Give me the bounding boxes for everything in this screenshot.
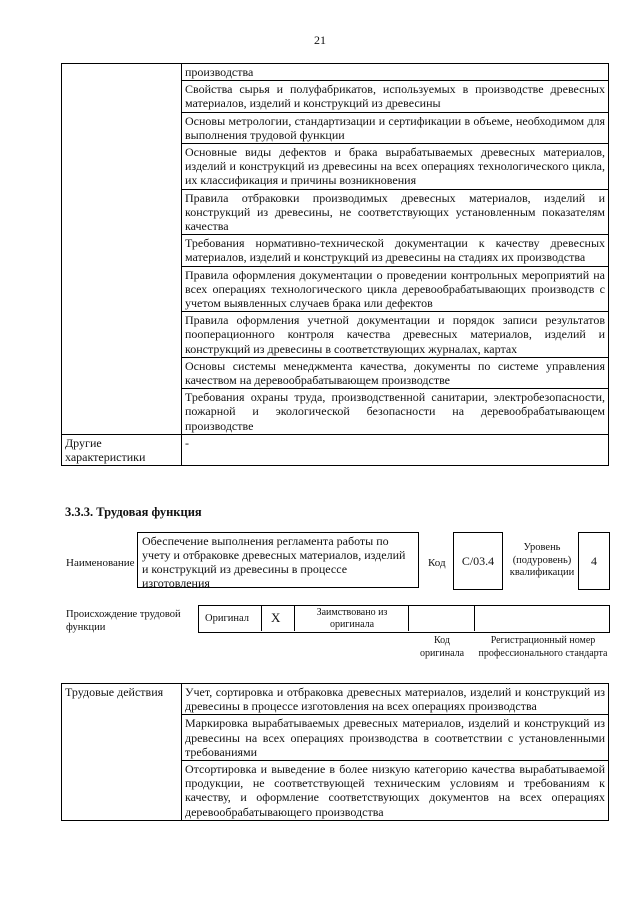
divider [474,605,475,631]
actions-label: Трудовые действия [62,684,182,821]
action-row: Маркировка вырабатываемых древесных материалов, изделий и конструкций из древесины на всех операциях производства в соответствии с установленными требованиями [182,715,609,761]
knowledge-table [61,63,609,466]
origin-label: Происхождение трудовой функции [66,609,181,633]
knowledge-row: Основы метрологии, стандартизации и сертификации в объеме, необходимом для выполнения трудовой функции [182,112,609,143]
code-label: Код [428,557,446,569]
divider [408,605,409,631]
function-name-value: Обеспечение выполнения регламента работы по учету и отбраковке древесных материалов, изделий и конструкций из древесины в процессе изготовления [137,532,419,588]
knowledge-row: производства [182,64,609,81]
knowledge-row: Правила оформления учетной документации и порядок записи результатов пооперационного контроля качества древесных материалов, изделий и конструкций из древесины в соответствующих журналах, картах [182,312,609,358]
borrowed-label: Заимствовано из оригинала [316,607,388,630]
code-value: С/03.4 [453,532,503,590]
knowledge-row: Основные виды дефектов и брака вырабатываемых древесных материалов, изделий и конструкций из древесины на всех операциях технологического цикла, их классификация и причины возникновения [182,144,609,190]
divider [294,605,295,631]
origin-frame [198,605,610,633]
level-label: Уровень (подуровень) квалификации [509,542,575,578]
knowledge-row: Правила оформления документации о проведении контрольных мероприятий на всех операциях технологического цикла деревообрабатывающих производств с учетом выявленных случаев брака или дефектов [182,266,609,312]
divider [261,605,262,631]
knowledge-row: Правила отбраковки производимых древесных материалов, изделий и конструкций из древесины, не соответствующих установленным показателям качества [182,189,609,235]
knowledge-row: Требования нормативно-технической документации к качеству древесных материалов, изделий и конструкций из древесины на стадиях их производства [182,235,609,266]
knowledge-row: Требования охраны труда, производственной санитарии, электробезопасности, пожарной и экологической безопасности на деревообрабатывающем производстве [182,389,609,435]
section-heading: 3.3.3. Трудовая функция [65,505,202,519]
knowledge-label-cell [62,64,182,435]
other-characteristics-label: Другие характеристики [62,434,182,465]
actions-table [61,683,609,821]
registration-number-caption: Регистрационный номер профессионального стандарта [478,635,608,659]
level-value: 4 [578,532,610,590]
original-mark: X [271,610,281,625]
action-row: Отсортировка и выведение в более низкую категорию качества вырабатываемой продукции, не соответствующей техническим условиям и требованиям к качеству, и оформление соответствующих документов на всех операциях деревообрабатывающего производства [182,761,609,821]
page-number: 21 [314,33,326,47]
other-characteristics-value: - [182,434,609,465]
knowledge-row: Основы системы менеджмента качества, документы по системе управления качеством на деревообрабатывающем производстве [182,357,609,388]
code-original-caption: Код оригинала [419,635,465,659]
knowledge-row: Свойства сырья и полуфабрикатов, используемых в производстве древесных материалов, изделий и конструкций из древесины [182,81,609,112]
original-label: Оригинал [205,613,249,624]
action-row: Учет, сортировка и отбраковка древесных материалов, изделий и конструкций из древесины в процессе изготовления на всех операциях производства [182,684,609,715]
name-label: Наименование [66,557,135,569]
